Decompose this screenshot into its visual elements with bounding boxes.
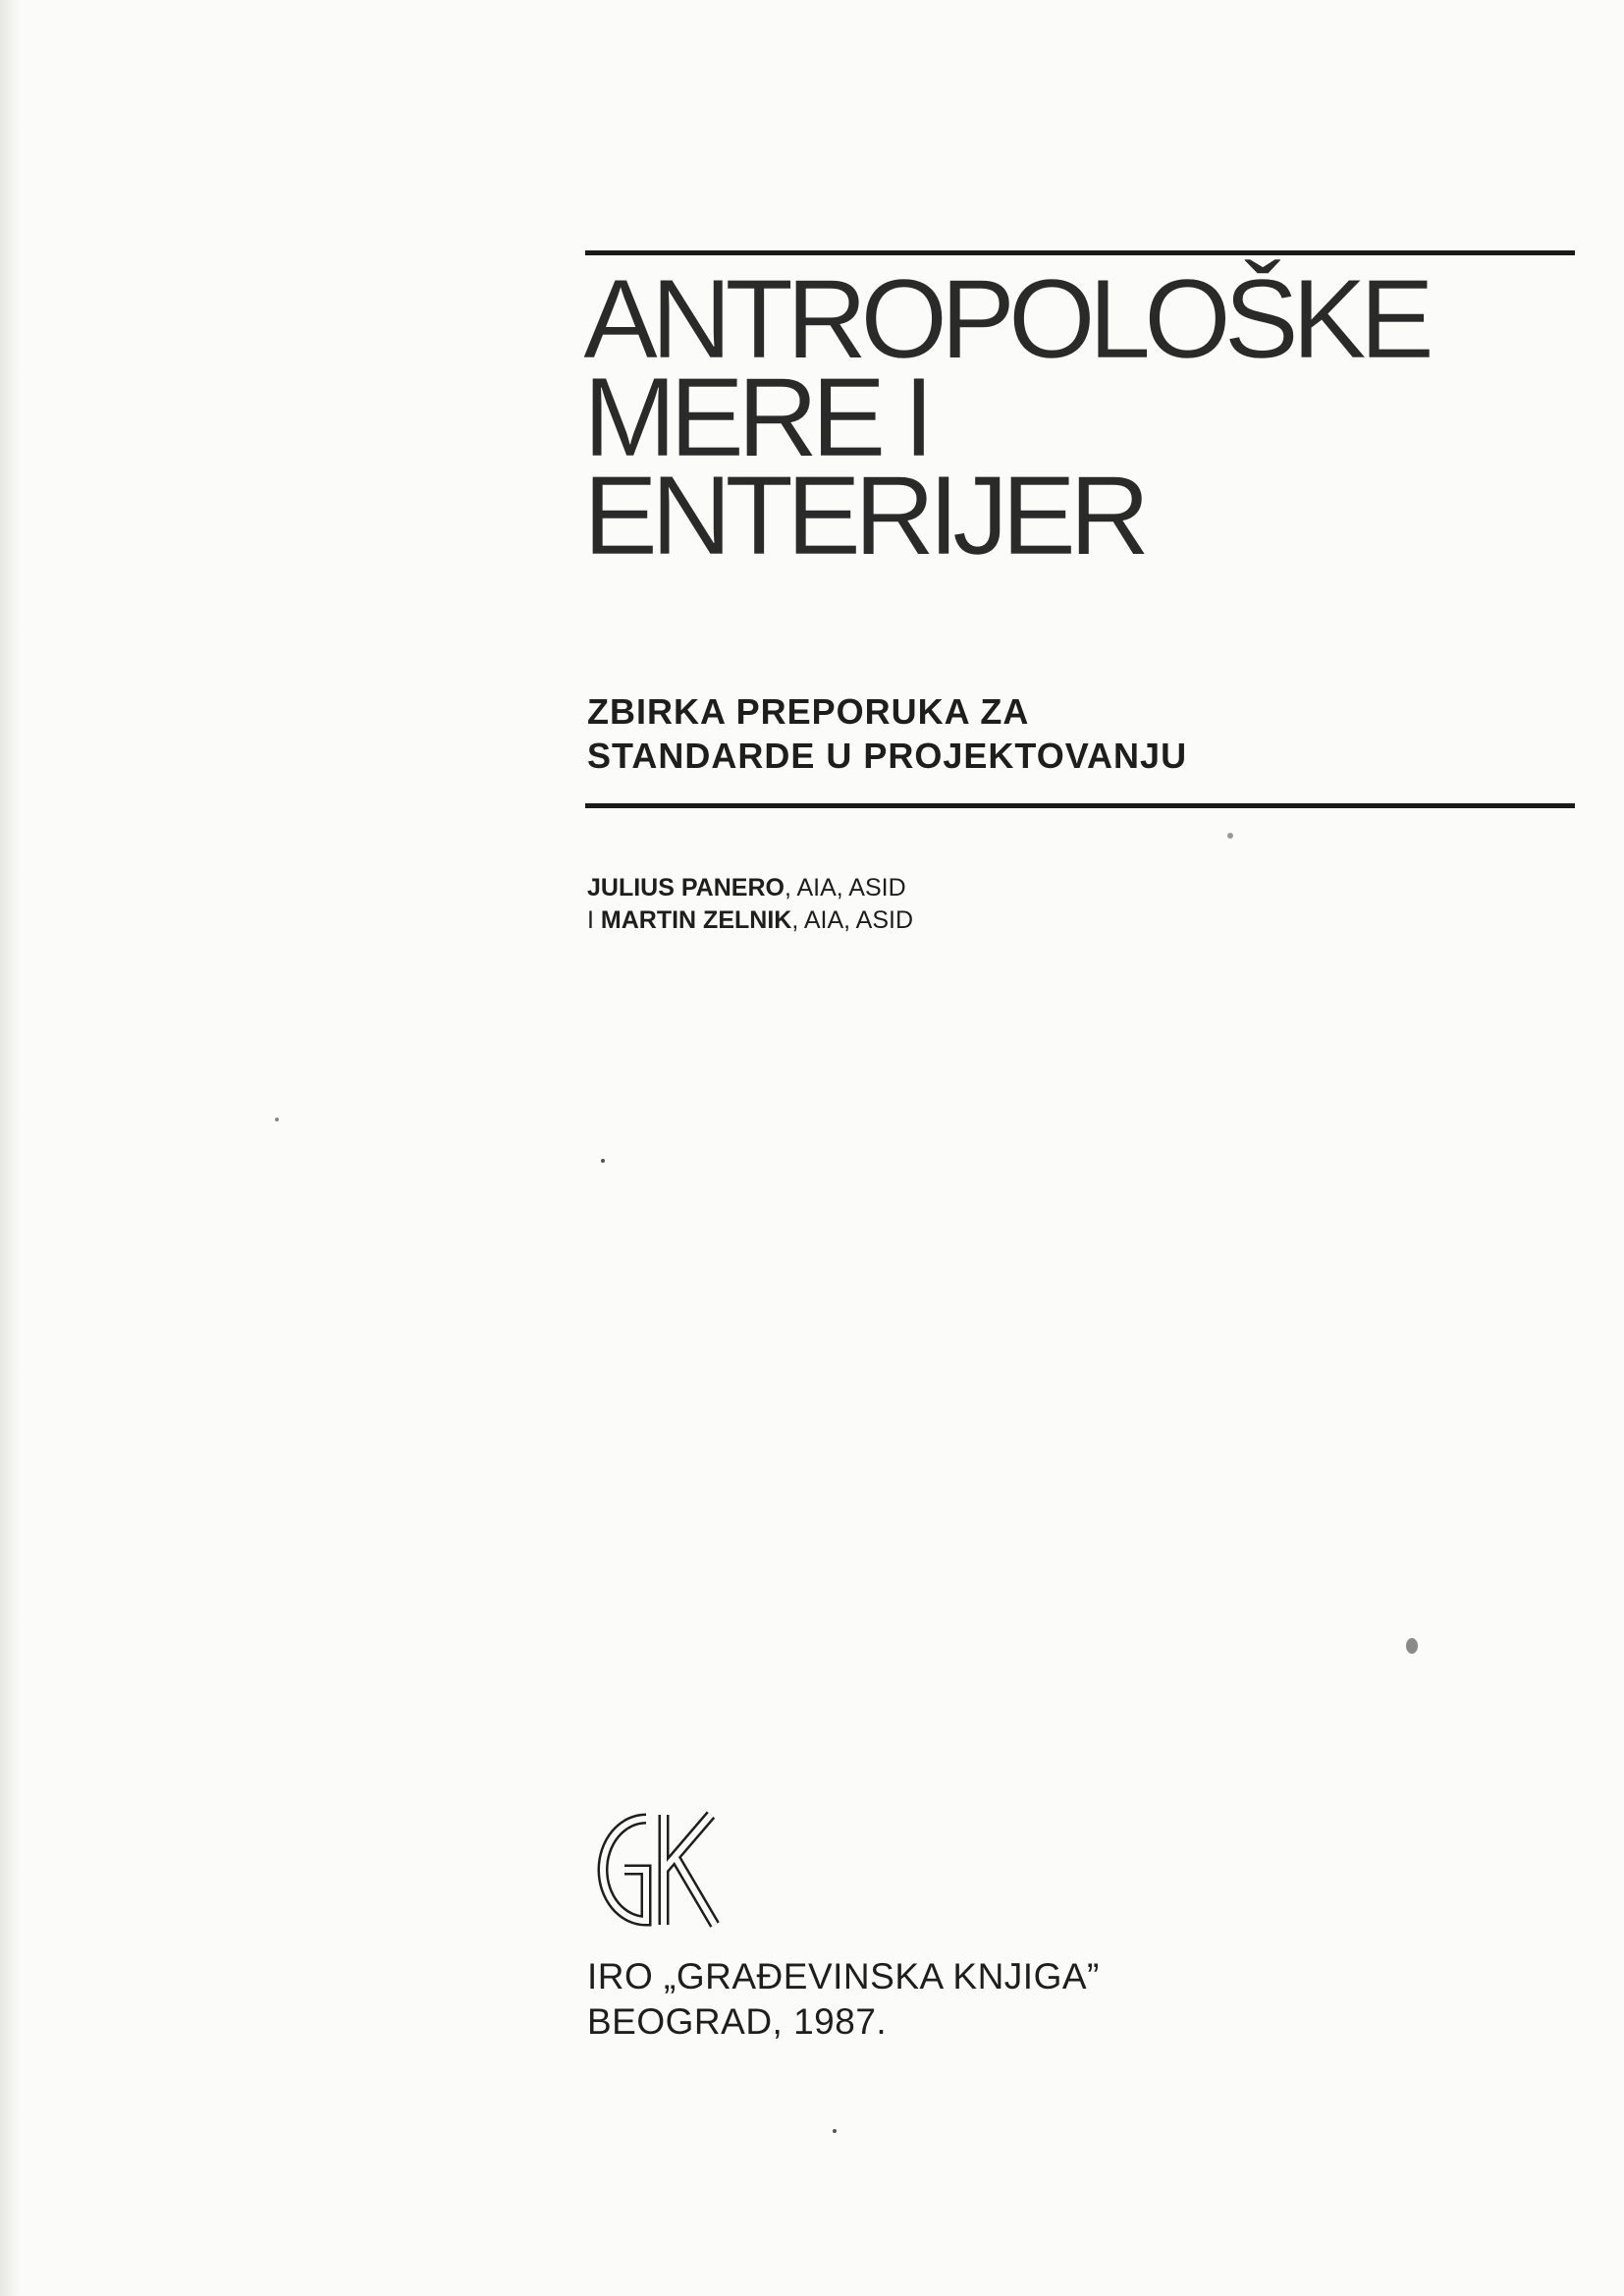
scan-speck [1406,1638,1418,1654]
scan-speck [601,1159,605,1163]
title-line-1: ANTROPOLOŠKE [583,257,1428,382]
scan-speck [275,1118,279,1121]
book-subtitle [587,689,1187,778]
publication-place-year: BEOGRAD, 1987. [587,2001,888,2042]
title-line-2: MERE I [583,355,928,480]
author-credentials: , AIA, ASID [784,874,906,902]
author-line-1 [587,872,913,904]
scan-speck [1227,833,1233,839]
authors-block [587,872,913,937]
subtitle-line-2: STANDARDE U PROJEKTOVANJU [587,736,1188,776]
top-rule [585,250,1575,255]
author-name: JULIUS PANERO [587,874,785,902]
page-binding-edge [0,0,20,2296]
scan-speck [833,2129,837,2133]
publisher-logo [585,1805,723,1935]
bottom-rule [585,803,1575,808]
publisher-block [587,1954,1100,2045]
author-name: MARTIN ZELNIK [600,906,792,934]
author-line-2 [587,904,913,937]
author-credentials: , AIA, ASID [791,906,913,934]
book-title [583,257,1428,578]
subtitle-line-1: ZBIRKA PREPORUKA ZA [587,691,1030,732]
title-line-3: ENTERIJER [583,454,1144,578]
author-prefix: I [587,906,601,934]
publisher-name: IRO „GRAĐEVINSKA KNJIGA” [587,1956,1100,1996]
